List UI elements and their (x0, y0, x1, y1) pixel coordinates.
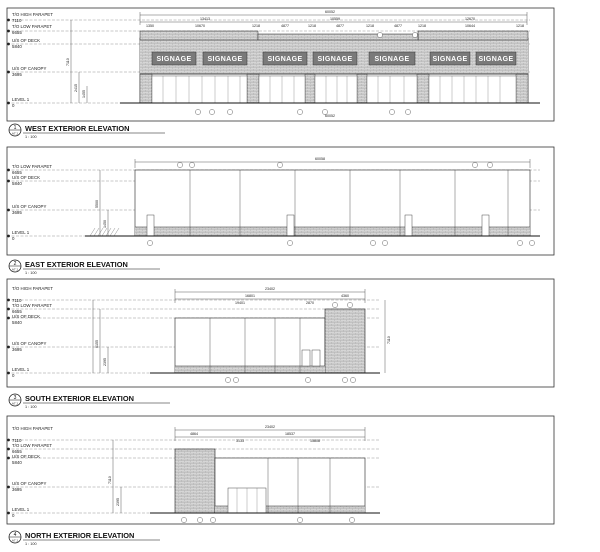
elevation-title: NORTH EXTERIOR ELEVATION (25, 531, 135, 540)
segment-dim: 10670 (195, 24, 205, 28)
level-label: U/S OF DECK (12, 454, 41, 459)
segment-dim: 10644 (465, 24, 475, 28)
level-value: 5840 (12, 44, 22, 49)
level-label: U/S OF CANOPY (12, 481, 47, 486)
signage-text: SIGNAGE (317, 56, 353, 63)
segment-dim: 4877 (281, 24, 289, 28)
level-markers (7, 439, 10, 515)
south-title-block (9, 394, 170, 409)
level-value: 3695 (12, 347, 22, 352)
level-markers (7, 19, 10, 105)
segment-dim: 10559 (330, 17, 340, 21)
sheet-ref: A7.1 (11, 267, 19, 272)
signage-text: SIGNAGE (374, 56, 410, 63)
masonry-tower (325, 309, 365, 373)
level-markers (7, 299, 10, 375)
scale-label: 1 : 100 (25, 405, 37, 409)
sheet-ref: A7.1 (11, 131, 19, 136)
side-dim: 7110 (66, 58, 70, 66)
signage-text: SIGNAGE (432, 56, 468, 63)
level-value: 3695 (12, 72, 22, 77)
overall-dim-label: 60052 (325, 10, 335, 14)
segment-dim: 12670 (465, 17, 475, 21)
overall-dimension (175, 289, 365, 303)
level-label: U/S OF CANOPY (12, 341, 47, 346)
level-value: 0 (12, 373, 15, 378)
segment-dim: 4864 (190, 432, 198, 436)
east-building (85, 170, 540, 236)
masonry-tower (175, 449, 215, 513)
segment-dim: 19401 (235, 301, 245, 305)
storefront-glazing (152, 76, 516, 103)
level-label: LEVEL 1 (12, 97, 30, 102)
level-value: 6655 (12, 309, 22, 314)
east-title-block (9, 260, 160, 275)
east-elevation-panel (7, 147, 554, 275)
level-value: 6655 (12, 170, 22, 175)
signage-text: SIGNAGE (156, 56, 192, 63)
elevation-title: WEST EXTERIOR ELEVATION (25, 124, 130, 133)
level-value: 7110 (12, 298, 22, 303)
segment-dim: 4877 (336, 24, 344, 28)
keynote-tags (181, 517, 354, 522)
segment-dim: 1218 (308, 24, 316, 28)
segment-dim: 2870 (306, 301, 314, 305)
segment-dim: 4360 (341, 294, 349, 298)
level-value: 5840 (12, 320, 22, 325)
signage-text: SIGNAGE (207, 56, 243, 63)
level-label: LEVEL 1 (12, 507, 30, 512)
segment-dim: 1218 (366, 24, 374, 28)
elevation-title: EAST EXTERIOR ELEVATION (25, 260, 128, 269)
segment-dim: 13413 (200, 17, 210, 21)
west-title-block (9, 124, 165, 139)
masonry-base (135, 227, 530, 236)
segment-dim: 1218 (516, 24, 524, 28)
level-label: T/O LOW PARAPET (12, 443, 52, 448)
level-label: T/O LOW PARAPET (12, 164, 52, 169)
masonry-base (175, 366, 325, 373)
level-label: T/O HIGH PARAPET (12, 426, 53, 431)
scale-label: 1 : 100 (25, 542, 37, 546)
side-dim: 1455 (82, 90, 86, 98)
west-building (120, 31, 540, 103)
side-dim: 5500 (95, 200, 99, 208)
segment-dim: 4877 (394, 24, 402, 28)
level-label: U/S OF DECK (12, 38, 41, 43)
level-label: U/S OF CANOPY (12, 204, 47, 209)
overall-dim-base: 60052 (325, 114, 335, 118)
overall-dim-label: 23402 (265, 425, 275, 429)
segment-dim: 1350 (146, 24, 154, 28)
level-label: U/S OF CANOPY (12, 66, 47, 71)
side-dim: 7110 (108, 476, 112, 484)
elevation-title: SOUTH EXTERIOR ELEVATION (25, 394, 134, 403)
level-label: T/O LOW PARAPET (12, 24, 52, 29)
level-markers (7, 169, 10, 238)
segment-dim: 18537 (285, 432, 295, 436)
south-elevation-panel (7, 279, 554, 409)
level-label: LEVEL 1 (12, 367, 30, 372)
level-value: 7110 (12, 18, 22, 23)
side-dim: 2395 (103, 358, 107, 366)
north-title-block (9, 531, 160, 546)
signage-text: SIGNAGE (267, 56, 303, 63)
level-value: 6655 (12, 30, 22, 35)
level-value: 3695 (12, 487, 22, 492)
segment-dim: 15808 (310, 439, 320, 443)
overall-dim-label: 23402 (265, 287, 275, 291)
level-label: U/S OF DECK (12, 314, 41, 319)
segment-dim: 3133 (236, 439, 244, 443)
level-label: T/O LOW PARAPET (12, 303, 52, 308)
signage-text: SIGNAGE (478, 56, 514, 63)
side-dim: 2395 (116, 498, 120, 506)
overall-dimension (175, 427, 365, 441)
level-value: 0 (12, 103, 15, 108)
view-number: 2 (13, 261, 17, 267)
view-number: 3 (13, 395, 17, 401)
level-label: T/O HIGH PARAPET (12, 12, 53, 17)
view-number: 1 (13, 125, 17, 131)
segment-dim: 16801 (245, 294, 255, 298)
overall-dim-label: 60058 (315, 157, 325, 161)
level-label: U/S OF DECK (12, 175, 41, 180)
south-building (150, 309, 380, 373)
side-dim: 2415 (74, 84, 78, 92)
west-elevation-panel (7, 8, 554, 139)
scale-label: 1 : 100 (25, 135, 37, 139)
scale-label: 1 : 100 (25, 271, 37, 275)
segment-dim: 1218 (418, 24, 426, 28)
level-value: 0 (12, 513, 15, 518)
hatched-stair (90, 228, 119, 236)
level-value: 6655 (12, 449, 22, 454)
side-dim: 6155 (95, 340, 99, 348)
side-dim: 1450 (103, 220, 107, 228)
sheet-ref: A7.1 (11, 538, 19, 543)
level-value: 3695 (12, 210, 22, 215)
level-label: LEVEL 1 (12, 230, 30, 235)
level-label: T/O HIGH PARAPET (12, 286, 53, 291)
side-dim: 7110 (387, 336, 391, 344)
level-value: 0 (12, 236, 15, 241)
north-elevation-panel (7, 416, 554, 546)
level-value: 5840 (12, 181, 22, 186)
level-value: 7110 (12, 438, 22, 443)
north-building (150, 449, 380, 513)
segment-dim: 1218 (252, 24, 260, 28)
sheet-ref: A7.1 (11, 401, 19, 406)
view-number: 4 (13, 532, 17, 538)
level-value: 5840 (12, 460, 22, 465)
